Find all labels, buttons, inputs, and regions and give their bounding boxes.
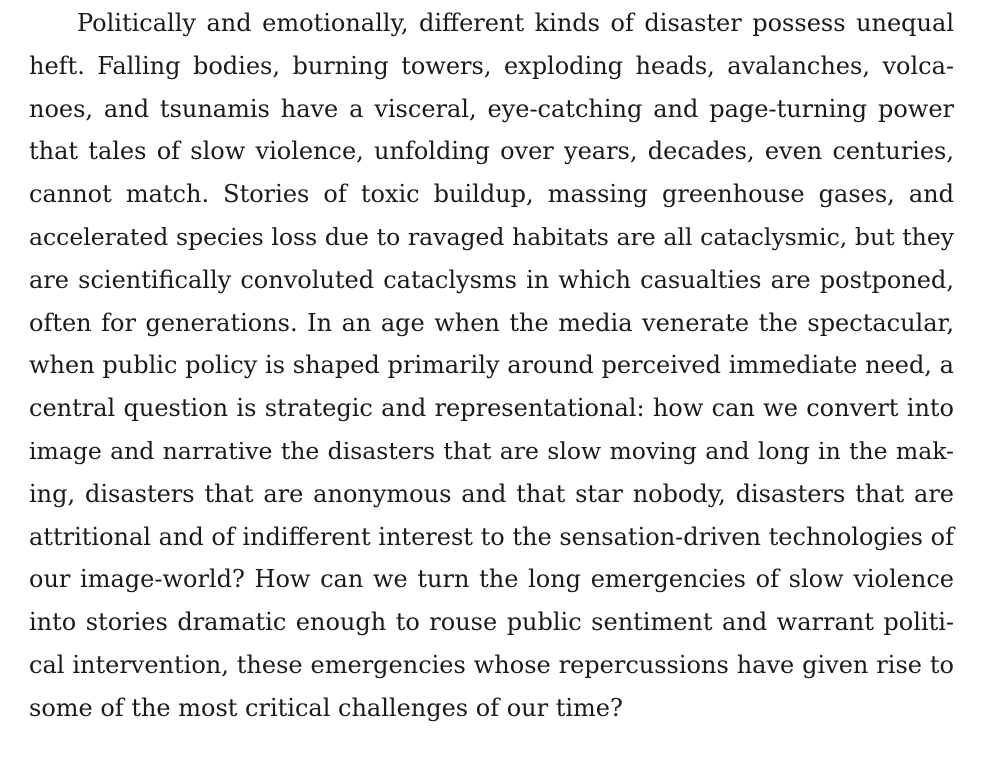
text-line: are scientifically convoluted cataclysms in which casualties are postponed, [29,265,954,294]
text-line: accelerated species loss due to ravaged habitats are all cataclysmic, but they [29,222,954,251]
text-line: when public policy is shaped primarily around perceived immediate need, a [29,351,954,380]
text-line: heft. Falling bodies, burning towers, exploding heads, avalanches, volca- [29,51,954,80]
body-paragraph [29,2,954,730]
text-line: some of the most critical challenges of our time? [29,693,623,722]
text-line: our image-world? How can we turn the long emergencies of slow violence [29,565,954,594]
text-line: that tales of slow violence, unfolding over years, decades, even centuries, [29,137,954,166]
text-line: image and narrative the disasters that are slow moving and long in the mak- [29,436,954,465]
text-line: ing, disasters that are anonymous and that star nobody, disasters that are [29,479,954,508]
text-line: into stories dramatic enough to rouse public sentiment and warrant politi- [29,608,954,637]
text-line: Politically and emotionally, different kinds of disaster possess unequal [77,9,954,37]
text-line: attritional and of indifferent interest to the sensation-driven technologies of [29,522,954,551]
text-line: cal intervention, these emergencies whose repercussions have given rise to [29,650,954,679]
text-line: cannot match. Stories of toxic buildup, massing greenhouse gases, and [29,180,954,209]
text-line: central question is strategic and representational: how can we convert into [29,394,954,423]
text-line: noes, and tsunamis have a visceral, eye-catching and page-turning power [29,94,954,123]
text-line: often for generations. In an age when the media venerate the spectacular, [29,308,954,337]
